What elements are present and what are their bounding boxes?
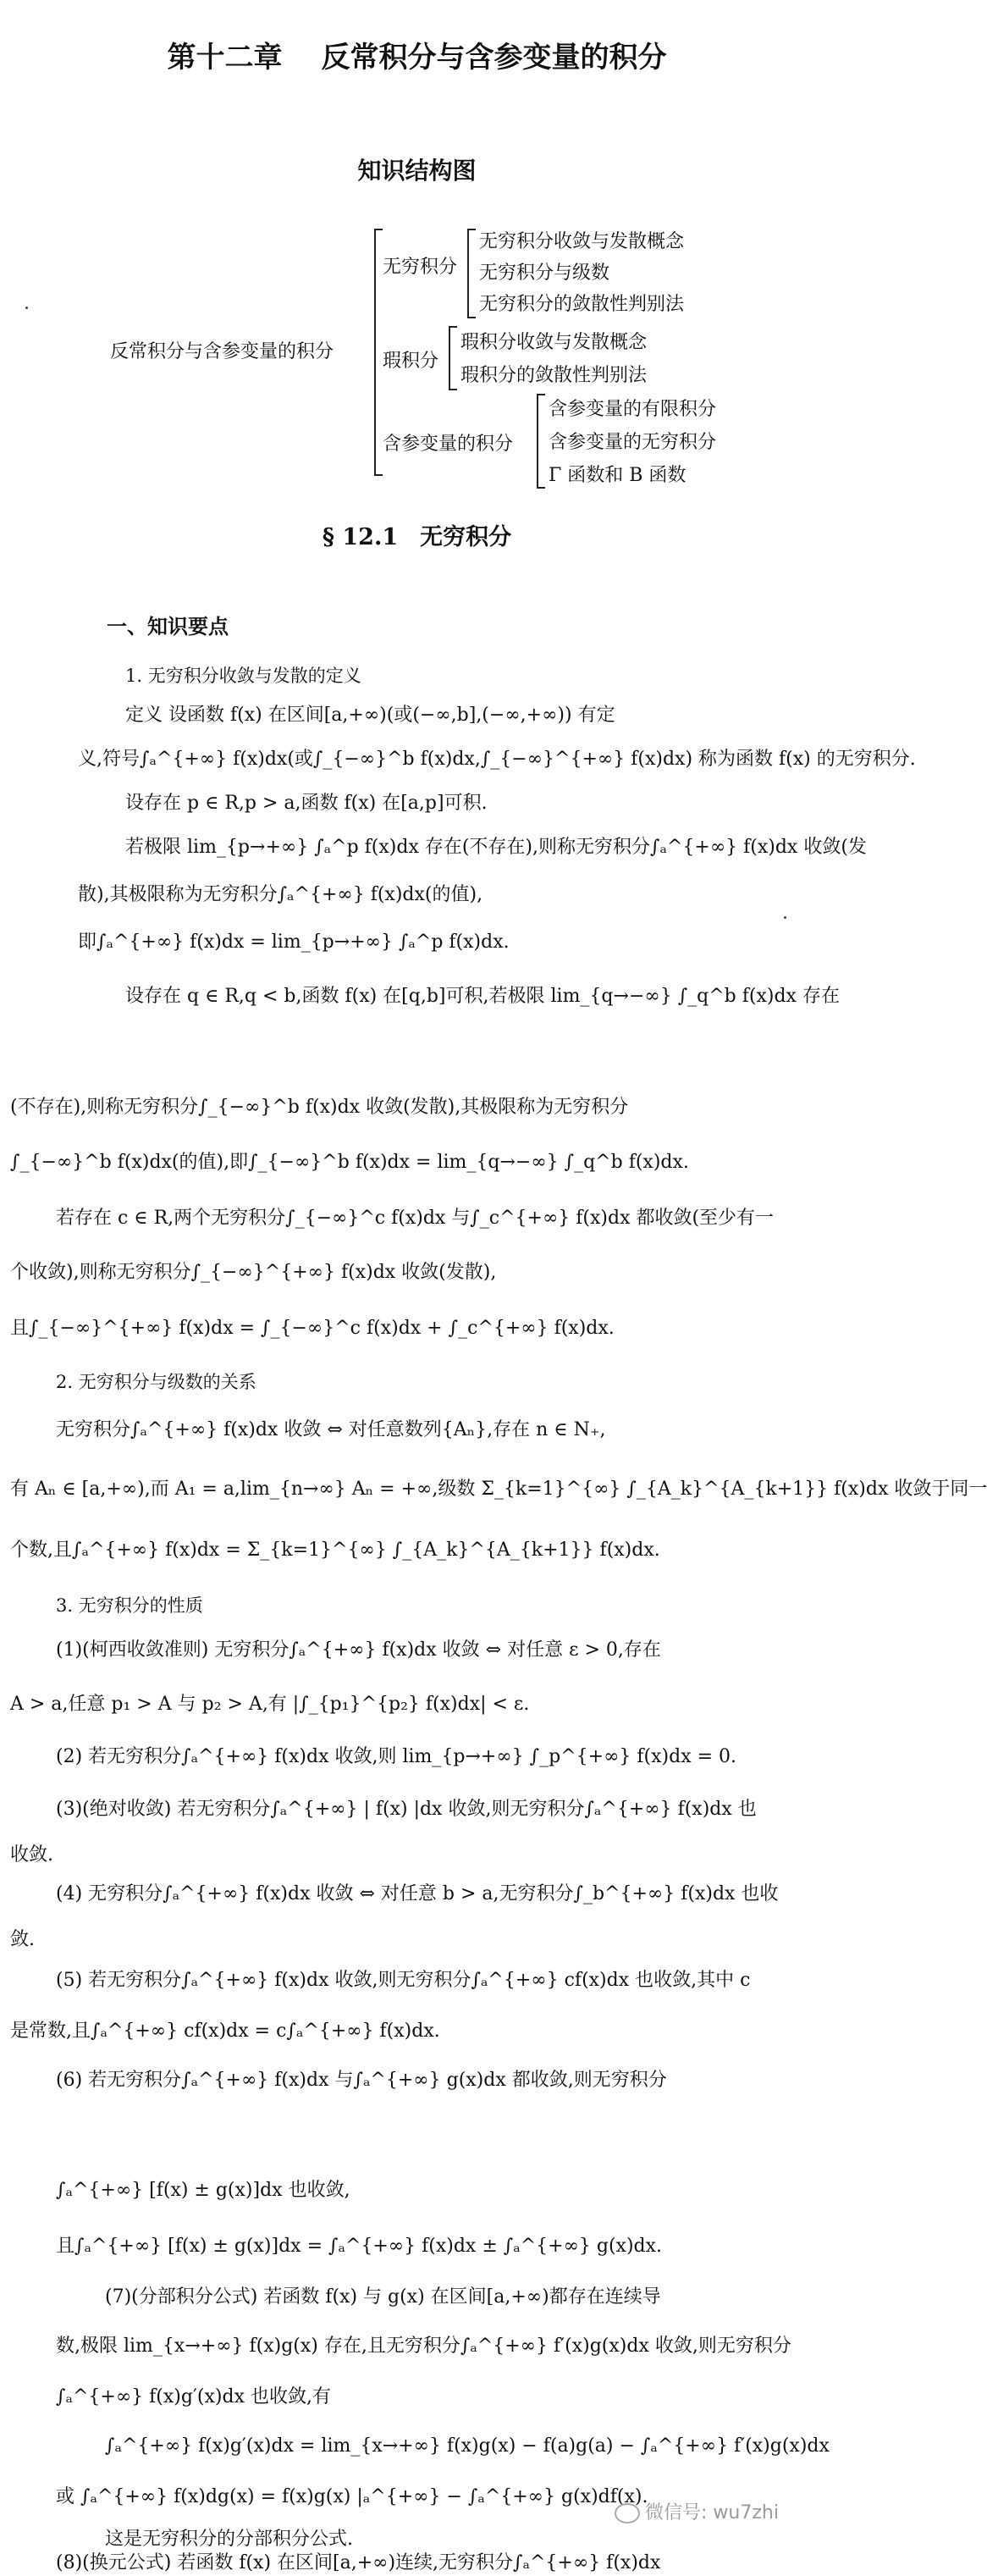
text-line: 义,符号∫ₐ^{+∞} f(x)dx(或∫_{−∞}^b f(x)dx,∫_{−∞}^{+∞} f(x)dx) 称为函数 f(x) 的无穷积分. bbox=[78, 749, 916, 770]
text-line: ∫_{−∞}^b f(x)dx(的值),即∫_{−∞}^b f(x)dx = lim_{q→−∞} ∫_q^b f(x)dx. bbox=[10, 1152, 689, 1173]
brace-parametric bbox=[537, 394, 538, 489]
text-line: 数,极限 lim_{x→+∞} f(x)g(x) 存在,且无穷积分∫ₐ^{+∞} f′(x)g(x)dx 收敛,则无穷积分 bbox=[56, 2336, 791, 2357]
watermark bbox=[615, 2498, 779, 2524]
text-line: 无穷积分∫ₐ^{+∞} f(x)dx 收敛 ⇔ 对任意数列{Aₙ},存在 n ∈ N₊, bbox=[56, 1419, 606, 1440]
text-line: ∫ₐ^{+∞} f(x)g′(x)dx 也收敛,有 bbox=[56, 2386, 331, 2407]
text-line: (4) 无穷积分∫ₐ^{+∞} f(x)dx 收敛 ⇔ 对任意 b > a,无穷积分∫_b^{+∞} f(x)dx 也收 bbox=[56, 1883, 779, 1904]
text-line: (不存在),则称无穷积分∫_{−∞}^b f(x)dx 收敛(发散),其极限称为无穷积分 bbox=[10, 1097, 629, 1118]
sub-heading: 1. 无穷积分收敛与发散的定义 bbox=[125, 666, 361, 686]
text-line: 是常数,且∫ₐ^{+∞} cf(x)dx = c∫ₐ^{+∞} f(x)dx. bbox=[10, 2020, 440, 2042]
tree-item: 瑕积分收敛与发散概念 bbox=[460, 332, 648, 353]
wechat-icon bbox=[615, 2503, 640, 2523]
tree-item: 无穷积分与级数 bbox=[479, 263, 610, 284]
text-line: 设存在 q ∈ R,q < b,函数 f(x) 在[q,b]可积,若极限 lim_{q→−∞} ∫_q^b f(x)dx 存在 bbox=[125, 986, 840, 1007]
tree-item: 含参变量的无穷积分 bbox=[549, 432, 717, 453]
text-line: 若极限 lim_{p→+∞} ∫ₐ^p f(x)dx 存在(不存在),则称无穷积分∫ₐ^{+∞} f(x)dx 收敛(发 bbox=[125, 837, 867, 858]
text-line: (5) 若无穷积分∫ₐ^{+∞} f(x)dx 收敛,则无穷积分∫ₐ^{+∞} cf(x)dx 也收敛,其中 c bbox=[56, 1970, 751, 1991]
section-name: 无穷积分 bbox=[420, 524, 512, 550]
formula-line: ∫ₐ^{+∞} f(x)g′(x)dx = lim_{x→+∞} f(x)g(x) − f(a)g(a) − ∫ₐ^{+∞} f′(x)g(x)dx bbox=[105, 2435, 830, 2457]
text-line: 设存在 p ∈ R,p > a,函数 f(x) 在[a,p]可积. bbox=[125, 793, 488, 814]
tree-item: Γ 函数和 B 函数 bbox=[549, 465, 686, 486]
tree-item: 瑕积分的敛散性判别法 bbox=[460, 365, 648, 386]
scan-speck bbox=[25, 307, 28, 309]
text-line: (2) 若无穷积分∫ₐ^{+∞} f(x)dx 收敛,则 lim_{p→+∞} ∫_p^{+∞} f(x)dx = 0. bbox=[56, 1746, 737, 1767]
root-brace bbox=[374, 229, 376, 476]
brace-infinite bbox=[467, 229, 469, 318]
scan-speck bbox=[784, 916, 786, 919]
part-heading: 一、知识要点 bbox=[107, 615, 229, 638]
text-line: 个收敛),则称无穷积分∫_{−∞}^{+∞} f(x)dx 收敛(发散), bbox=[10, 1262, 497, 1283]
branch-label-parametric: 含参变量的积分 bbox=[383, 434, 514, 455]
text-line: (6) 若无穷积分∫ₐ^{+∞} f(x)dx 与∫ₐ^{+∞} g(x)dx 都收敛,则无穷积分 bbox=[56, 2070, 667, 2091]
branch-label-improper: 瑕积分 bbox=[383, 351, 439, 372]
text-line: 散),其极限称为无穷积分∫ₐ^{+∞} f(x)dx(的值), bbox=[78, 884, 483, 905]
branch-label-infinite: 无穷积分 bbox=[383, 257, 458, 278]
text-line: 若存在 c ∈ R,两个无穷积分∫_{−∞}^c f(x)dx 与∫_c^{+∞} f(x)dx 都收敛(至少有一 bbox=[56, 1208, 775, 1229]
tree-item: 无穷积分收敛与发散概念 bbox=[479, 231, 685, 252]
text-line: 这是无穷积分的分部积分公式. bbox=[105, 2529, 353, 2550]
chapter-title bbox=[0, 34, 834, 75]
text-line: 且∫ₐ^{+∞} [f(x) ± g(x)]dx = ∫ₐ^{+∞} f(x)dx ± ∫ₐ^{+∞} g(x)dx. bbox=[56, 2236, 663, 2257]
watermark-text: 微信号: wu7zhi bbox=[645, 2502, 779, 2523]
chapter-name: 反常积分与含参变量的积分 bbox=[321, 41, 667, 75]
text-line: A > a,任意 p₁ > A 与 p₂ > A,有 |∫_{p₁}^{p₂} f(x)dx| < ε. bbox=[10, 1694, 530, 1715]
tree-item: 无穷积分的敛散性判别法 bbox=[479, 294, 685, 315]
tree-item: 含参变量的有限积分 bbox=[549, 399, 717, 420]
text-line: ∫ₐ^{+∞} [f(x) ± g(x)]dx 也收敛, bbox=[56, 2180, 350, 2201]
text-line: (1)(柯西收敛准则) 无穷积分∫ₐ^{+∞} f(x)dx 收敛 ⇔ 对任意 ε > 0,存在 bbox=[56, 1639, 661, 1661]
formula-line: 或 ∫ₐ^{+∞} f(x)dg(x) = f(x)g(x) |ₐ^{+∞} − ∫ₐ^{+∞} g(x)df(x). bbox=[56, 2486, 648, 2507]
text-line: (3)(绝对收敛) 若无穷积分∫ₐ^{+∞} | f(x) |dx 收敛,则无穷积分∫ₐ^{+∞} f(x)dx 也 bbox=[56, 1799, 757, 1820]
brace-improper bbox=[449, 326, 450, 390]
structure-heading: 知识结构图 bbox=[357, 157, 477, 185]
text-line: (8)(换元公式) 若函数 f(x) 在区间[a,+∞)连续,无穷积分∫ₐ^{+∞} f(x)dx bbox=[56, 2552, 661, 2573]
text-line: 且∫_{−∞}^{+∞} f(x)dx = ∫_{−∞}^c f(x)dx + ∫_c^{+∞} f(x)dx. bbox=[10, 1318, 615, 1339]
sub-heading: 2. 无穷积分与级数的关系 bbox=[56, 1372, 256, 1392]
text-line: 定义 设函数 f(x) 在区间[a,+∞)(或(−∞,b],(−∞,+∞)) 有定 bbox=[125, 705, 615, 726]
text-line: 有 Aₙ ∈ [a,+∞),而 A₁ = a,lim_{n→∞} Aₙ = +∞,级数 Σ_{k=1}^{∞} ∫_{A_k}^{A_{k+1}} f(x)dx 收敛于同一 bbox=[10, 1479, 987, 1500]
text-line: 即∫ₐ^{+∞} f(x)dx = lim_{p→+∞} ∫ₐ^p f(x)dx. bbox=[78, 931, 510, 953]
text-line: (7)(分部积分公式) 若函数 f(x) 与 g(x) 在区间[a,+∞)都存在连续导 bbox=[105, 2286, 661, 2308]
sub-heading: 3. 无穷积分的性质 bbox=[56, 1595, 203, 1616]
text-line: 敛. bbox=[10, 1929, 35, 1950]
text-line: 收敛. bbox=[10, 1844, 53, 1866]
section-title bbox=[0, 518, 834, 551]
text-line: 个数,且∫ₐ^{+∞} f(x)dx = Σ_{k=1}^{∞} ∫_{A_k}^{A_{k+1}} f(x)dx. bbox=[10, 1540, 660, 1561]
chapter-number: 第十二章 bbox=[167, 41, 283, 75]
tree-root: 反常积分与含参变量的积分 bbox=[110, 341, 334, 362]
section-number: § 12.1 bbox=[322, 524, 399, 550]
